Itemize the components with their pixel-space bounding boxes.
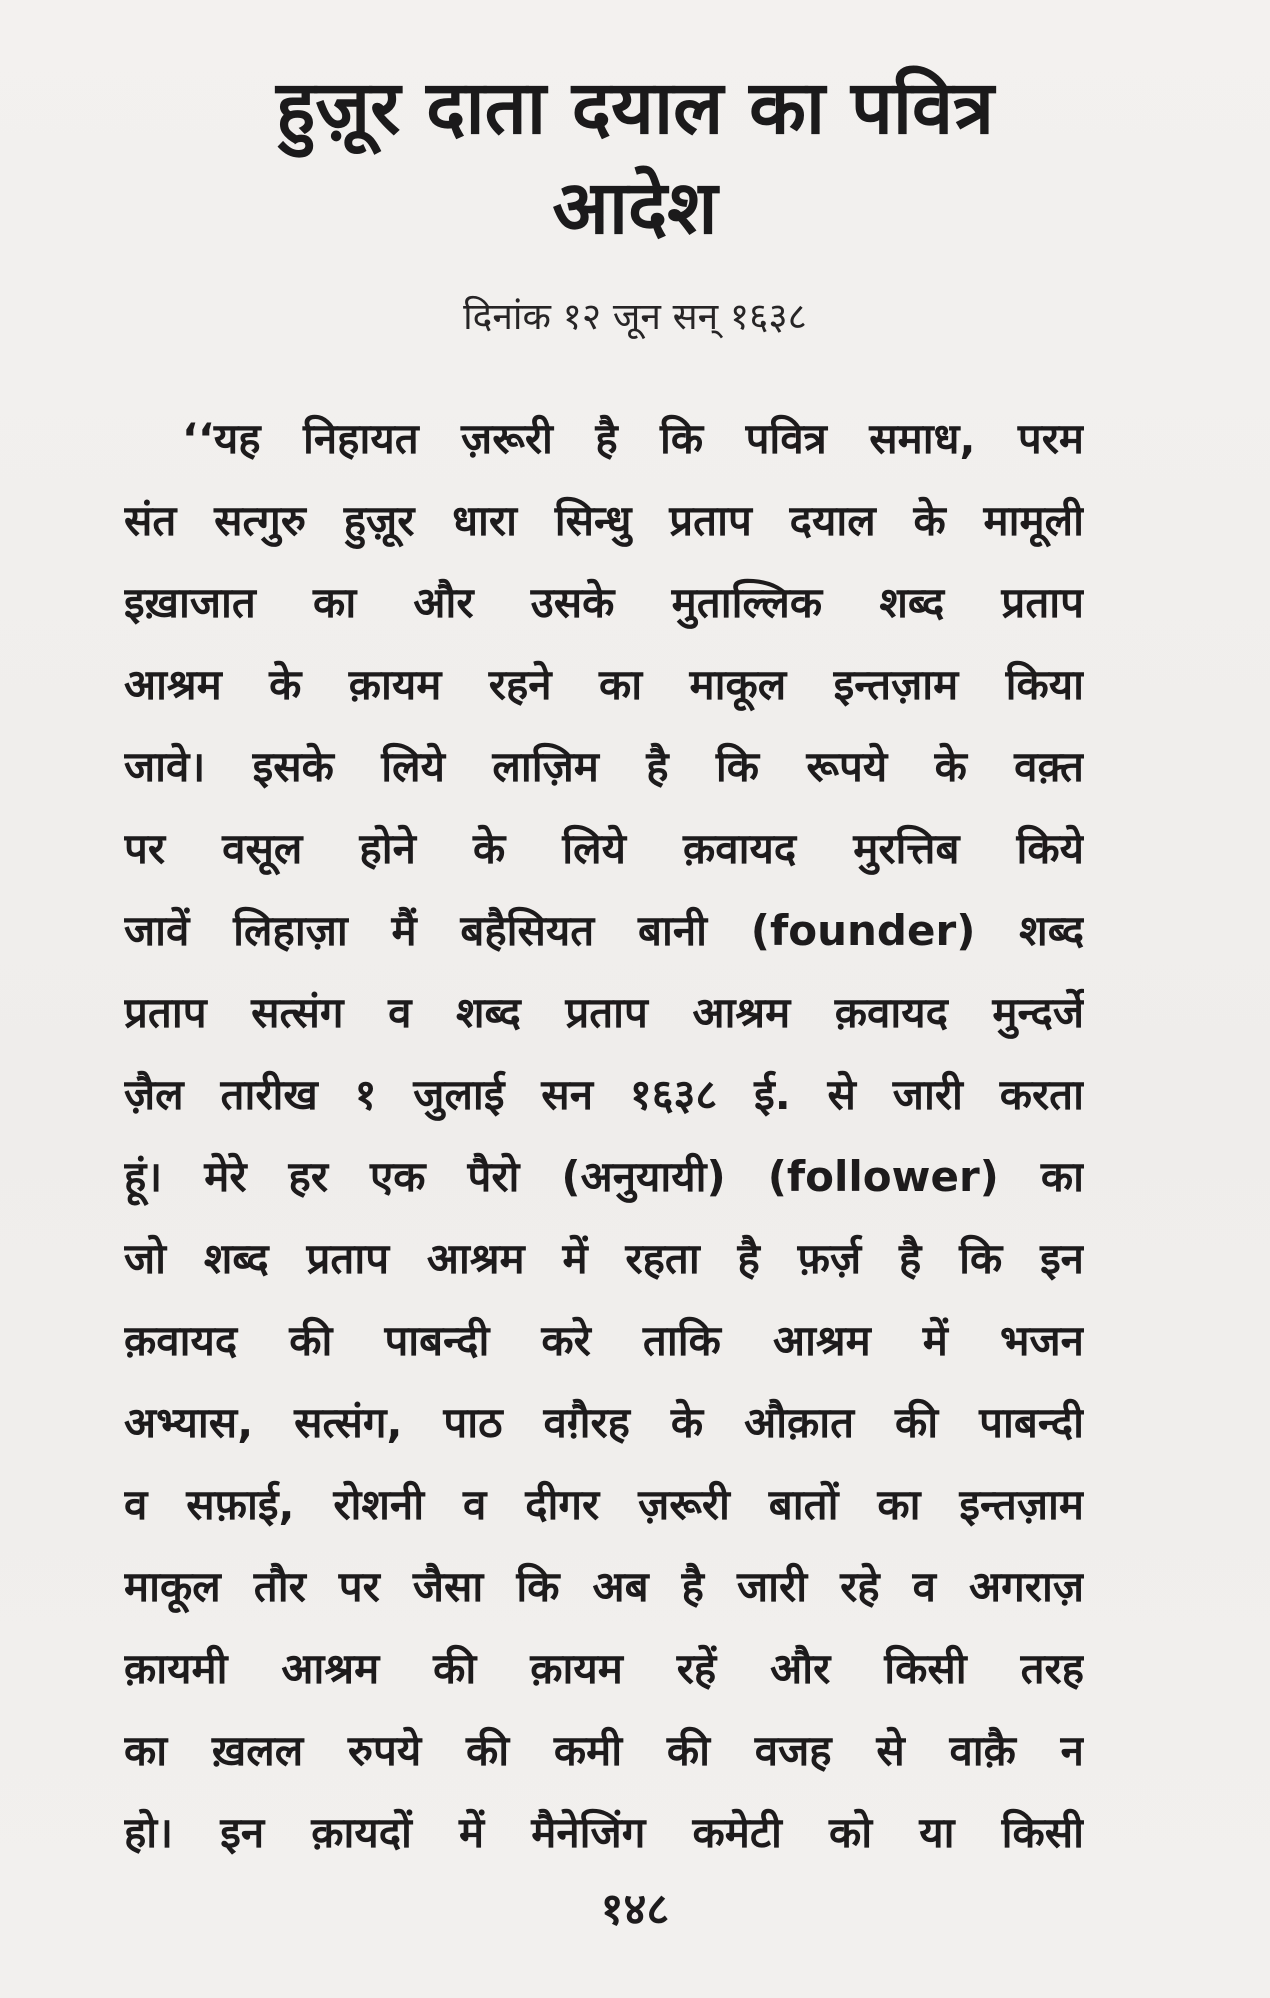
text-line: क़वायद की पाबन्दी करे ताकि आश्रम में भजन [124, 1316, 1084, 1365]
text-line: आश्रम के क़ायम रहने का माकूल इन्तज़ाम किया [124, 660, 1084, 709]
text-line: क़ायमी आश्रम की क़ायम रहें और किसी तरह [124, 1644, 1084, 1693]
text-line: संत सत्गुरु हुज़ूर धारा सिन्धु प्रताप दयाल के मामूली [124, 496, 1084, 545]
page-title-line-2: आदेश [552, 165, 718, 251]
text-line: व सफ़ाई, रोशनी व दीगर ज़रूरी बातों का इन्तज़ाम [124, 1480, 1084, 1529]
date-line: दिनांक १२ जून सन् १६३८ [463, 295, 807, 338]
text-line: जो शब्द प्रताप आश्रम में रहता है फ़र्ज़ है कि इन [124, 1234, 1084, 1283]
text-line: अभ्यास, सत्संग, पाठ वग़ैरह के औक़ात की पाबन्दी [124, 1398, 1084, 1447]
text-line: माकूल तौर पर जैसा कि अब है जारी रहे व अगराज़ [124, 1562, 1084, 1611]
text-line: प्रताप सत्संग व शब्द प्रताप आश्रम क़वायद मुन्दर्जे [124, 988, 1084, 1037]
text-line: ज़ैल तारीख १ जुलाई सन १६३८ ई. से जारी करता [124, 1070, 1084, 1119]
text-line: जावें लिहाज़ा मैं बहैसियत बानी (founder) शब्द [124, 906, 1084, 955]
text-line: हूं। मेरे हर एक पैरो (अनुयायी) (follower) का [124, 1152, 1084, 1201]
text-line: पर वसूल होने के लिये क़वायद मुरत्तिब किये [124, 824, 1084, 873]
text-line: इख़ाजात का और उसके मुताल्लिक शब्द प्रताप [124, 578, 1084, 627]
text-line: हो। इन क़ायदों में मैनेजिंग कमेटी को या किसी [124, 1808, 1084, 1857]
text-line: ‘‘यह निहायत ज़रूरी है कि पवित्र समाध, परम [182, 414, 1084, 463]
page-number: १४८ [600, 1884, 670, 1935]
body-paragraph [124, 398, 1084, 1874]
text-line: जावे। इसके लिये लाज़िम है कि रूपये के वक़्त [124, 742, 1084, 791]
page-title-line-1: हुज़ूर दाता दयाल का पवित्र [275, 65, 995, 151]
text-line: का ख़लल रुपये की कमी की वजह से वाक़ै न [124, 1726, 1084, 1775]
